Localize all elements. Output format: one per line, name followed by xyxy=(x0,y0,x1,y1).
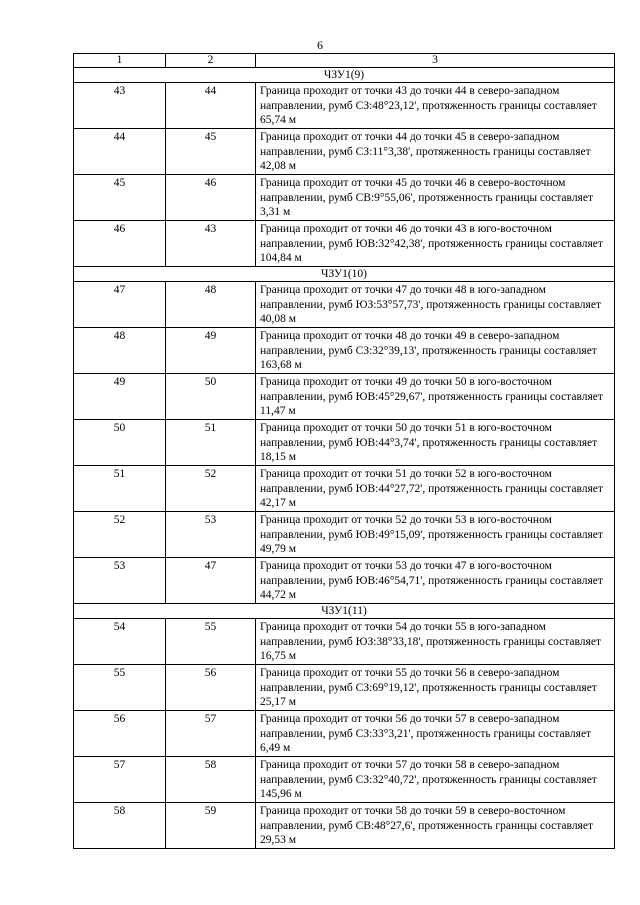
table-row xyxy=(74,221,615,267)
section-title: ЧЗУ1(11) xyxy=(74,604,615,619)
description-cell: Граница проходит от точки 56 до точки 57 в северо-западном направлении, румб СЗ:33°3,21', протяженность границы составляет 6,49 м xyxy=(256,711,615,757)
point-to-cell: 48 xyxy=(166,282,256,328)
boundary-table-body xyxy=(74,54,615,849)
description-cell: Граница проходит от точки 53 до точки 47 в юго-восточном направлении, румб ЮВ:46°54,71', протяженность границы составляет 44,72 м xyxy=(256,558,615,604)
point-from-cell: 44 xyxy=(74,129,166,175)
description-cell: Граница проходит от точки 43 до точки 44 в северо-западном направлении, румб СЗ:48°23,12', протяженность границы составляет 65,74 м xyxy=(256,83,615,129)
description-cell: Граница проходит от точки 45 до точки 46 в северо-восточном направлении, румб СВ:9°55,06', протяженность границы составляет 3,31 м xyxy=(256,175,615,221)
point-to-cell: 46 xyxy=(166,175,256,221)
table-row xyxy=(74,420,615,466)
point-from-cell: 58 xyxy=(74,803,166,849)
point-from-cell: 57 xyxy=(74,757,166,803)
section-row xyxy=(74,267,615,282)
point-from-cell: 43 xyxy=(74,83,166,129)
section-title: ЧЗУ1(10) xyxy=(74,267,615,282)
description-cell: Граница проходит от точки 51 до точки 52 в юго-восточном направлении, румб ЮВ:44°27,72', протяженность границы составляет 42,17 м xyxy=(256,466,615,512)
table-row xyxy=(74,328,615,374)
table-row xyxy=(74,757,615,803)
header-row xyxy=(74,54,615,68)
column-header-3: 3 xyxy=(256,54,615,68)
point-to-cell: 43 xyxy=(166,221,256,267)
section-row xyxy=(74,604,615,619)
description-cell: Граница проходит от точки 57 до точки 58 в северо-западном направлении, румб СЗ:32°40,72', протяженность границы составляет 145,96 м xyxy=(256,757,615,803)
point-from-cell: 53 xyxy=(74,558,166,604)
section-title: ЧЗУ1(9) xyxy=(74,68,615,83)
point-from-cell: 51 xyxy=(74,466,166,512)
description-cell: Граница проходит от точки 55 до точки 56 в северо-западном направлении, румб СЗ:69°19,12', протяженность границы составляет 25,17 м xyxy=(256,665,615,711)
table-row xyxy=(74,558,615,604)
point-to-cell: 57 xyxy=(166,711,256,757)
point-to-cell: 53 xyxy=(166,512,256,558)
description-cell: Граница проходит от точки 52 до точки 53 в юго-восточном направлении, румб ЮВ:49°15,09', протяженность границы составляет 49,79 м xyxy=(256,512,615,558)
table-row xyxy=(74,282,615,328)
table-row xyxy=(74,665,615,711)
description-cell: Граница проходит от точки 44 до точки 45 в северо-западном направлении, румб СЗ:11°3,38', протяженность границы составляет 42,08 м xyxy=(256,129,615,175)
point-to-cell: 56 xyxy=(166,665,256,711)
point-to-cell: 49 xyxy=(166,328,256,374)
table-row xyxy=(74,374,615,420)
table-row xyxy=(74,175,615,221)
description-cell: Граница проходит от точки 46 до точки 43 в юго-восточном направлении, румб ЮВ:32°42,38', протяженность границы составляет 104,84 м xyxy=(256,221,615,267)
column-header-1: 1 xyxy=(74,54,166,68)
description-cell: Граница проходит от точки 47 до точки 48 в юго-западном направлении, румб ЮЗ:53°57,73', протяженность границы составляет 40,08 м xyxy=(256,282,615,328)
point-from-cell: 49 xyxy=(74,374,166,420)
description-cell: Граница проходит от точки 54 до точки 55 в юго-западном направлении, румб ЮЗ:38°33,18', протяженность границы составляет 16,75 м xyxy=(256,619,615,665)
table-row xyxy=(74,466,615,512)
description-cell: Граница проходит от точки 49 до точки 50 в юго-восточном направлении, румб ЮВ:45°29,67', протяженность границы составляет 11,47 м xyxy=(256,374,615,420)
point-from-cell: 46 xyxy=(74,221,166,267)
table-row xyxy=(74,803,615,849)
point-from-cell: 55 xyxy=(74,665,166,711)
point-to-cell: 55 xyxy=(166,619,256,665)
section-row xyxy=(74,68,615,83)
table-row xyxy=(74,129,615,175)
point-from-cell: 50 xyxy=(74,420,166,466)
description-cell: Граница проходит от точки 48 до точки 49 в северо-западном направлении, румб СЗ:32°39,13', протяженность границы составляет 163,68 м xyxy=(256,328,615,374)
point-to-cell: 59 xyxy=(166,803,256,849)
point-to-cell: 52 xyxy=(166,466,256,512)
point-to-cell: 45 xyxy=(166,129,256,175)
point-to-cell: 51 xyxy=(166,420,256,466)
point-to-cell: 50 xyxy=(166,374,256,420)
table-row xyxy=(74,512,615,558)
table-row xyxy=(74,83,615,129)
point-to-cell: 47 xyxy=(166,558,256,604)
point-to-cell: 58 xyxy=(166,757,256,803)
description-cell: Граница проходит от точки 58 до точки 59 в северо-восточном направлении, румб СВ:48°27,6', протяженность границы составляет 29,53 м xyxy=(256,803,615,849)
page-number: 6 xyxy=(317,38,323,52)
table-row xyxy=(74,619,615,665)
boundary-table xyxy=(73,53,615,849)
point-to-cell: 44 xyxy=(166,83,256,129)
column-header-2: 2 xyxy=(166,54,256,68)
table-row xyxy=(74,711,615,757)
point-from-cell: 47 xyxy=(74,282,166,328)
point-from-cell: 54 xyxy=(74,619,166,665)
point-from-cell: 48 xyxy=(74,328,166,374)
point-from-cell: 56 xyxy=(74,711,166,757)
description-cell: Граница проходит от точки 50 до точки 51 в юго-восточном направлении, румб ЮВ:44°3,74', протяженность границы составляет 18,15 м xyxy=(256,420,615,466)
point-from-cell: 52 xyxy=(74,512,166,558)
point-from-cell: 45 xyxy=(74,175,166,221)
